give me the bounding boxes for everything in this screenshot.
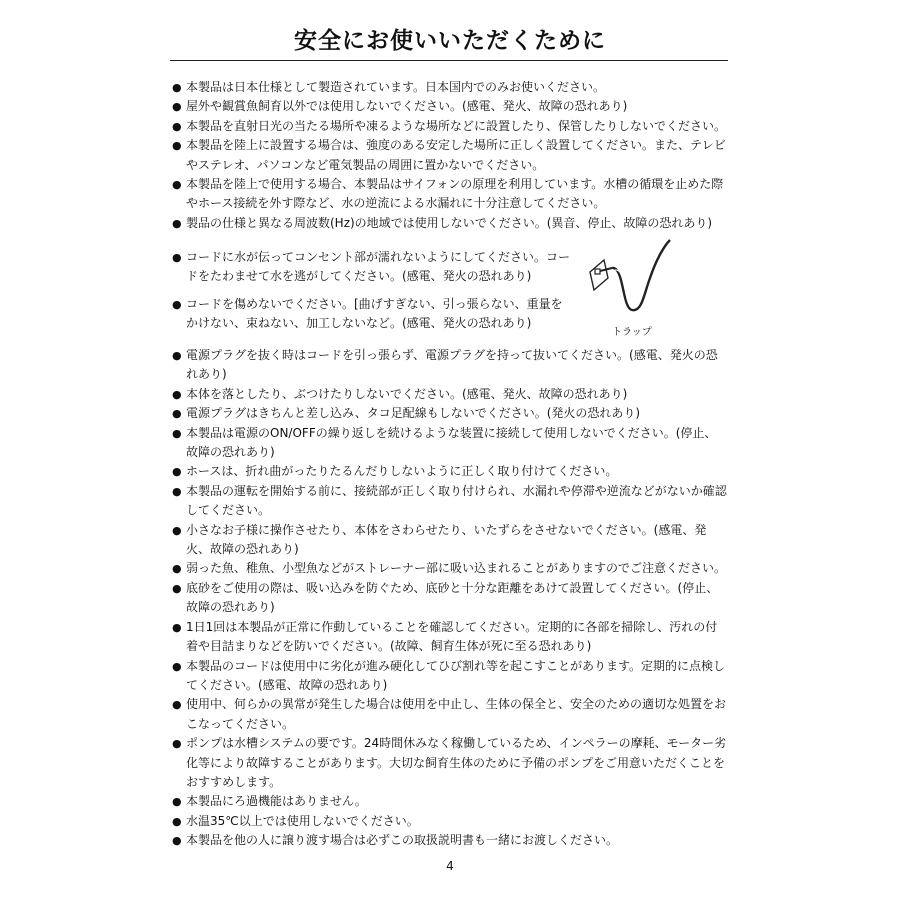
bullet-icon: ●: [172, 100, 182, 114]
list-item: [172, 792, 728, 811]
list-item-text: コードを傷めないでください。[曲げすぎない、引っ張らない、重量をかけない、束ねない、加工しないなど。(感電、発火の恐れあり): [186, 296, 563, 331]
list-item-text: 電源プラグを抜く時はコードを引っ張らず、電源プラグを持って抜いてください。(感電、発火の恐れあり): [186, 348, 718, 382]
list-item: [172, 175, 728, 214]
list-item: [172, 579, 728, 618]
bullet-icon: ●: [172, 814, 182, 828]
list-item-text: 本製品を他の人に譲り渡す場合は必ずこの取扱説明書も一緒にお渡しください。: [186, 833, 619, 848]
list-item-text: 本体を落としたり、ぶつけたりしないでください。(感電、発火、故障の恐れあり): [186, 386, 628, 401]
list-item-text: 使用中、何らかの異常が発生した場合は使用を中止し、生体の保全と、安全のための適切な処置をおこなってください。: [186, 697, 727, 731]
bullet-icon: ●: [172, 523, 182, 537]
list-item-text: 1日1回は本製品が正常に作動していることを確認してください。定期的に各部を掃除し、汚れの付着や目詰まりなどを防いでください。(故障、飼育生体が死に至る恐れあり): [186, 619, 718, 654]
list-item-text: 本製品の運転を開始する前に、接続部が正しく取り付けられ、水漏れや停滞や逆流などがないか確認してください。: [186, 483, 727, 518]
list-item-text: ホースは、折れ曲がったりたるんだりしないように正しく取り付けてください。: [186, 464, 618, 479]
list-item-text: 本製品は日本仕様として製造されています。日本国内でのみお使いください。: [186, 80, 606, 94]
safety-list-bottom: [172, 346, 728, 851]
bullet-icon: ●: [172, 698, 182, 712]
bullet-icon: ●: [172, 737, 182, 751]
bullet-icon: ●: [172, 349, 182, 362]
list-item-text: 製品の仕様と異なる周波数(Hz)の地域では使用しないでください。(異音、停止、故障の恐れあり): [186, 215, 713, 230]
list-item: [172, 734, 728, 792]
page-number: 4: [446, 859, 454, 873]
list-item-text: 小さなお子様に操作させたり、本体をさわらせたり、いたずらをさせないでください。(感電、発火、故障の恐れあり): [186, 522, 707, 557]
safety-list-cord: [172, 248, 570, 334]
list-item: [172, 695, 728, 734]
list-item-text: 本製品を陸上で使用する場合、本製品はサイフォンの原理を利用しています。水槽の循環を止めた際やホース接続を外す際など、水の逆流による水漏れに十分注意してください。: [186, 177, 724, 211]
bullet-icon: ●: [172, 581, 182, 595]
bullet-icon: ●: [172, 139, 182, 153]
bullet-icon: ●: [172, 297, 182, 311]
list-item-text: 本製品にろ過機能はありません。: [186, 794, 367, 809]
bullet-icon: ●: [172, 484, 182, 498]
title-divider: [170, 60, 728, 61]
list-item: [172, 521, 728, 560]
list-item: [172, 346, 728, 385]
trap-label: トラップ: [612, 327, 652, 338]
list-item: [172, 831, 728, 850]
bullet-icon: ●: [172, 251, 182, 264]
list-item: [172, 618, 728, 657]
bullet-icon: ●: [172, 119, 182, 133]
list-item-text: ポンプは水槽システムの要です。24時間休みなく稼働しているため、インペラーの摩耗、モーター劣化等により故障することがあります。大切な飼育生体のために予備のポンプをご用意いただくことをおすすめします。: [186, 736, 727, 789]
list-item: [172, 812, 728, 831]
list-item: [172, 136, 728, 175]
list-item: [172, 78, 728, 97]
safety-list-top: [172, 78, 728, 233]
list-item: [172, 214, 728, 233]
list-item: [172, 482, 728, 521]
list-item-text: 弱った魚、稚魚、小型魚などがストレーナー部に吸い込まれることがありますのでご注意ください。: [186, 561, 727, 576]
list-item: [172, 559, 728, 578]
bullet-icon: ●: [172, 659, 182, 673]
bullet-icon: ●: [172, 465, 182, 479]
bullet-icon: ●: [172, 795, 182, 809]
bullet-icon: ●: [172, 620, 182, 634]
list-item: [172, 248, 570, 287]
bullet-icon: ●: [172, 562, 182, 576]
bullet-icon: ●: [172, 178, 182, 192]
bullet-icon: ●: [172, 426, 182, 440]
list-item: [172, 97, 728, 116]
list-item-text: 本製品のコードは使用中に劣化が進み硬化してひび割れ等を起こすことがあります。定期的に点検してください。(感電、故障の恐れあり): [186, 658, 726, 692]
list-item: [172, 295, 570, 334]
bullet-icon: ●: [172, 834, 182, 848]
list-item-text: 本製品は電源のON/OFFの繰り返しを続けるような装置に接続して使用しないでください。(停止、故障の恐れあり): [186, 425, 717, 460]
page-title: 安全にお使いいただくために: [294, 28, 606, 54]
list-item-text: 電源プラグはきちんと差し込み、タコ足配線もしないでください。(発火の恐れあり): [186, 406, 641, 421]
list-item: [172, 657, 728, 696]
bullet-icon: ●: [172, 81, 182, 94]
list-item: [172, 385, 728, 404]
list-item-text: 水温35℃以上では使用しないでください。: [186, 813, 419, 828]
list-item-text: コードに水が伝ってコンセント部が濡れないようにしてください。コードをたわませて水を逃がしてください。(感電、発火の恐れあり): [186, 250, 571, 284]
list-item: [172, 117, 728, 136]
list-item: [172, 462, 728, 481]
list-item-text: 本製品を陸上に設置する場合は、強度のある安定した場所に正しく設置してください。また、テレビやステレオ、パソコンなど電気製品の周囲に置かないでください。: [186, 138, 726, 172]
bullet-icon: ●: [172, 387, 182, 401]
list-item: [172, 404, 728, 423]
list-item-text: 屋外や観賞魚飼育以外では使用しないでください。(感電、発火、故障の恐れあり): [186, 99, 628, 114]
list-item-text: 底砂をご使用の際は、吸い込みを防ぐため、底砂と十分な距離をあけて設置してください。(停止、故障の恐れあり): [186, 580, 719, 615]
bullet-icon: ●: [172, 407, 182, 421]
bullet-icon: ●: [172, 216, 182, 230]
list-item-text: 本製品を直射日光の当たる場所や凍るような場所などに設置したり、保管したりしないでください。: [186, 118, 727, 133]
list-item: [172, 424, 728, 463]
